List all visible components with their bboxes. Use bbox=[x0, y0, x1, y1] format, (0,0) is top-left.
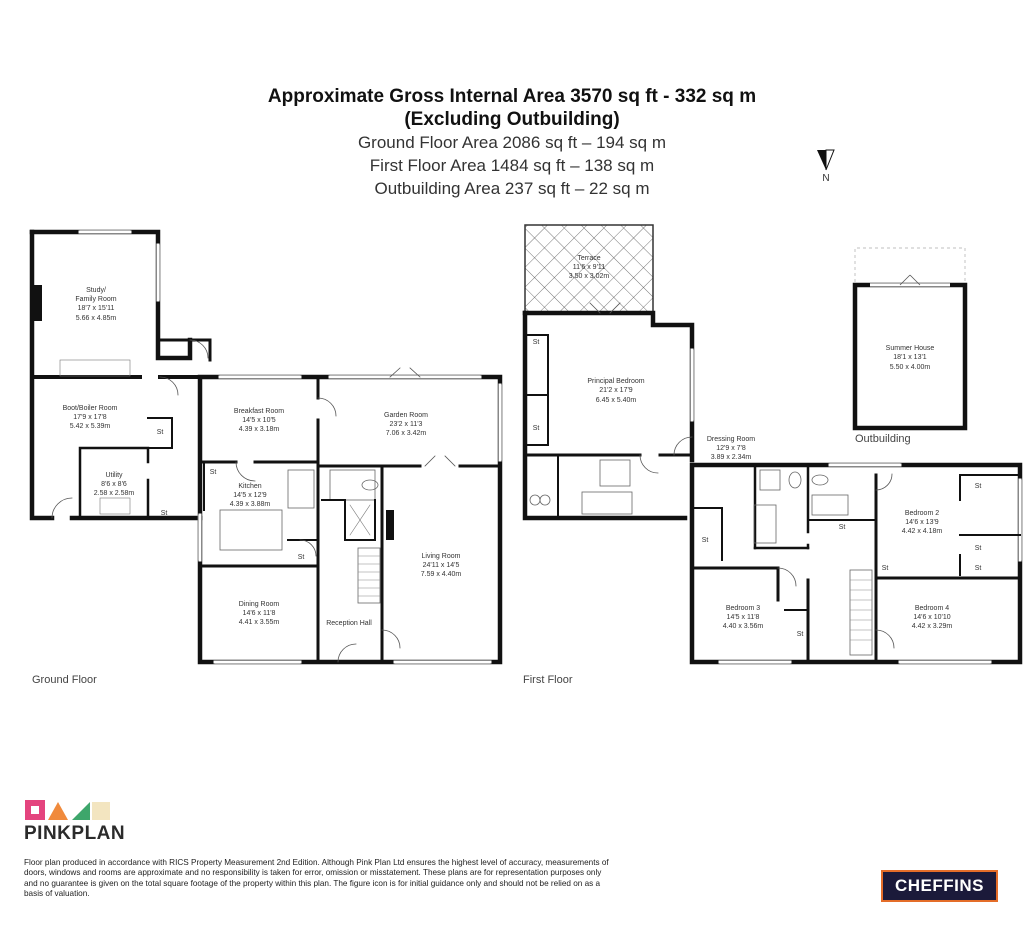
study-label: Study/ bbox=[86, 287, 106, 294]
first-floor-label: First Floor bbox=[523, 674, 573, 686]
study-label-2: Family Room bbox=[75, 296, 117, 303]
dining-label: Dining Room bbox=[238, 601, 280, 608]
bed4-label: Bedroom 4 bbox=[914, 605, 950, 612]
dressing-label: Dressing Room bbox=[706, 436, 756, 443]
store-label: St bbox=[209, 469, 217, 476]
store-label: St bbox=[974, 483, 982, 490]
bed4-metric: 4.42 x 3.29m bbox=[911, 623, 953, 630]
store-labels bbox=[157, 339, 982, 638]
principal-metric: 6.45 x 5.40m bbox=[595, 397, 637, 404]
room-labels bbox=[63, 255, 953, 630]
boot-label: Boot/Boiler Room bbox=[62, 405, 118, 412]
breakfast-label: Breakfast Room bbox=[233, 408, 285, 415]
store-label: St bbox=[532, 425, 540, 432]
terrace-imperial: 11'6 x 9'11 bbox=[572, 264, 606, 271]
ground-floor-label: Ground Floor bbox=[32, 674, 97, 686]
bed4-imperial: 14'6 x 10'10 bbox=[913, 614, 951, 621]
ground-floor-area: Ground Floor Area 2086 sq ft – 194 sq m bbox=[357, 133, 667, 152]
utility-metric: 2.58 x 2.58m bbox=[93, 490, 135, 497]
store-label: St bbox=[796, 631, 804, 638]
dining-imperial: 14'6 x 11'8 bbox=[242, 610, 276, 617]
dressing-metric: 3.89 x 2.34m bbox=[710, 454, 752, 461]
terrace-metric: 3.50 x 3.02m bbox=[568, 273, 610, 280]
outbuilding-area: Outbuilding Area 237 sq ft – 22 sq m bbox=[374, 179, 650, 198]
study-imperial: 18'7 x 15'11 bbox=[77, 305, 115, 312]
bed3-imperial: 14'5 x 11'8 bbox=[726, 614, 760, 621]
bed2-imperial: 14'6 x 13'9 bbox=[905, 519, 939, 526]
store-label: St bbox=[974, 545, 982, 552]
outbuilding-plan bbox=[855, 248, 965, 428]
cheffins-logo: CHEFFINS bbox=[881, 870, 998, 902]
summer-imperial: 18'1 x 13'1 bbox=[893, 354, 927, 361]
boot-metric: 5.42 x 5.39m bbox=[69, 423, 111, 430]
garden-label: Garden Room bbox=[384, 412, 428, 419]
outbuilding-label: Outbuilding bbox=[855, 433, 911, 445]
summer-metric: 5.50 x 4.00m bbox=[889, 364, 931, 371]
bed3-metric: 4.40 x 3.56m bbox=[722, 623, 764, 630]
utility-imperial: 8'6 x 8'6 bbox=[101, 481, 127, 488]
living-label: Living Room bbox=[421, 553, 461, 560]
kitchen-label: Kitchen bbox=[238, 483, 262, 490]
principal-imperial: 21'2 x 17'9 bbox=[599, 387, 633, 394]
gross-area-title: Approximate Gross Internal Area 3570 sq ft - 332 sq m bbox=[267, 86, 757, 107]
bed2-label: Bedroom 2 bbox=[904, 510, 940, 517]
bed3-label: Bedroom 3 bbox=[725, 605, 761, 612]
first-floor-area: First Floor Area 1484 sq ft – 138 sq m bbox=[369, 156, 655, 175]
north-arrow-icon bbox=[817, 150, 834, 170]
store-label: St bbox=[838, 524, 846, 531]
terrace-label: Terrace bbox=[577, 255, 601, 262]
store-label: St bbox=[881, 565, 889, 572]
kitchen-imperial: 14'5 x 12'9 bbox=[233, 492, 267, 499]
store-label: St bbox=[701, 537, 709, 544]
first-floor-plan bbox=[525, 225, 1022, 664]
living-imperial: 24'11 x 14'5 bbox=[422, 562, 460, 569]
store-label: St bbox=[532, 339, 540, 346]
store-label: St bbox=[160, 510, 168, 517]
breakfast-metric: 4.39 x 3.18m bbox=[238, 426, 280, 433]
dressing-imperial: 12'9 x 7'8 bbox=[716, 445, 746, 452]
pinkplan-wordmark: PINKPLAN bbox=[24, 823, 126, 844]
dining-metric: 4.41 x 3.55m bbox=[238, 619, 280, 626]
garden-metric: 7.06 x 3.42m bbox=[385, 430, 427, 437]
principal-label: Principal Bedroom bbox=[587, 378, 645, 385]
living-metric: 7.59 x 4.40m bbox=[420, 571, 462, 578]
boot-imperial: 17'9 x 17'8 bbox=[73, 414, 107, 421]
north-label: N bbox=[822, 173, 830, 184]
summer-label: Summer House bbox=[885, 345, 935, 352]
excluding-outbuilding-note: (Excluding Outbuilding) bbox=[404, 109, 620, 130]
breakfast-imperial: 14'5 x 10'5 bbox=[242, 417, 276, 424]
store-label: St bbox=[297, 554, 305, 561]
utility-label: Utility bbox=[105, 472, 123, 479]
disclaimer-text: Floor plan produced in accordance with RICS Property Measurement 2nd Edition. Although Pink Plan Ltd ensures the highest level of accuracy, measurements of doors, windows and rooms are approximate and no responsibility is taken for error, omission or misstatement. These plans are for representation purposes only and no guarantee is given on the total square footage of the property within this plan. The figure icon is for initial guidance only and should not be relied on as a basis of valuation. bbox=[24, 858, 609, 899]
reception-label: Reception Hall bbox=[326, 620, 372, 627]
kitchen-metric: 4.39 x 3.88m bbox=[229, 501, 271, 508]
store-label: St bbox=[974, 565, 982, 572]
bed2-metric: 4.42 x 4.18m bbox=[901, 528, 943, 535]
study-metric: 5.66 x 4.85m bbox=[75, 315, 117, 322]
store-label: St bbox=[156, 429, 164, 436]
garden-imperial: 23'2 x 11'3 bbox=[389, 421, 423, 428]
